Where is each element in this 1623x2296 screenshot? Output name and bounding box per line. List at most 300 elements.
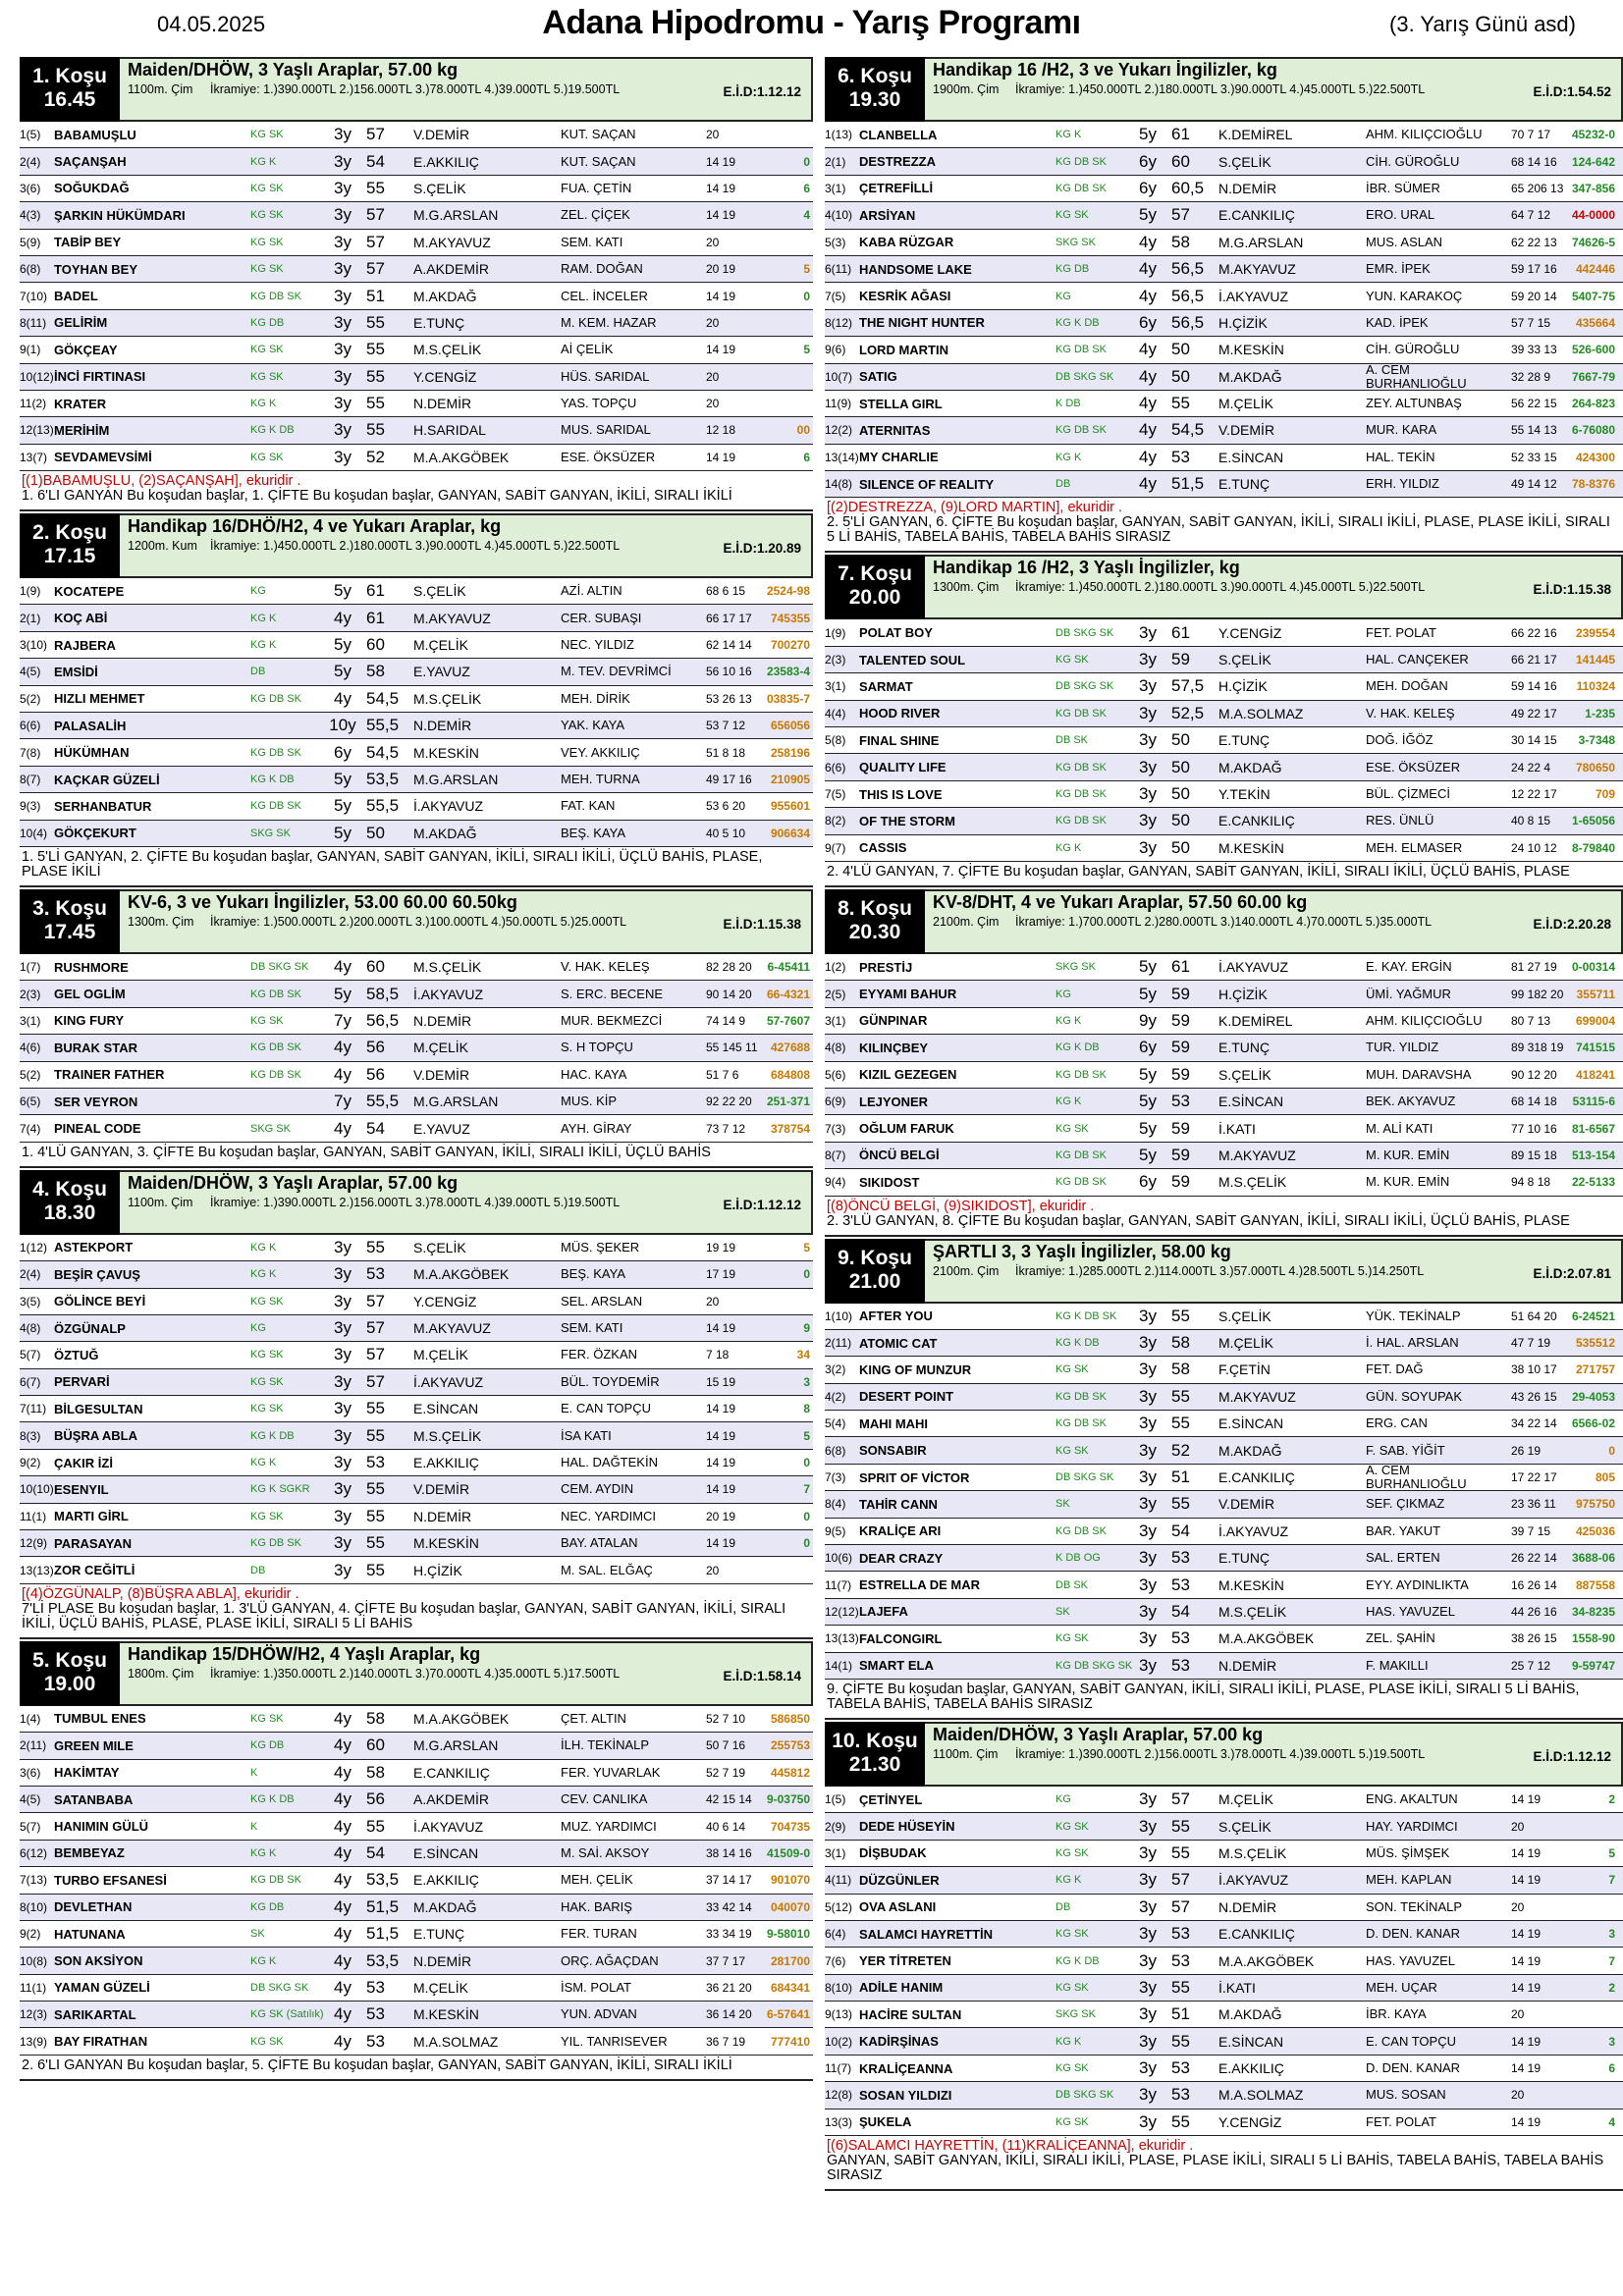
horse-row[interactable] xyxy=(825,1895,1623,1921)
horse-row[interactable] xyxy=(825,256,1623,283)
horse-name[interactable]: MY CHARLIE xyxy=(859,450,939,465)
horse-row[interactable] xyxy=(825,727,1623,754)
horse-row[interactable] xyxy=(20,1289,813,1315)
horse-row[interactable] xyxy=(20,1504,813,1530)
horse-name[interactable]: BABAMUŞLU xyxy=(54,127,136,142)
horse-row[interactable] xyxy=(20,445,813,471)
horse-row[interactable] xyxy=(20,1895,813,1921)
horse-name[interactable]: ESENYIL xyxy=(54,1481,109,1497)
owner-name: NEC. YILDIZ xyxy=(561,637,634,653)
horse-name[interactable]: SPRIT OF VİCTOR xyxy=(859,1469,970,1485)
jockey-name: E.CANKILIÇ xyxy=(1218,207,1295,224)
horse-row[interactable] xyxy=(825,1813,1623,1840)
horse-weight: 53 xyxy=(1171,1548,1190,1568)
horse-name[interactable]: HOOD RIVER xyxy=(859,706,941,721)
horse-weight: 55 xyxy=(366,1533,385,1553)
horse-age: 3y xyxy=(334,312,352,332)
horse-row[interactable] xyxy=(825,122,1623,148)
horse-name[interactable]: RUSHMORE xyxy=(54,959,129,975)
race-title: ŞARTLI 3, 3 Yaşlı İngilizler, 58.00 kg xyxy=(933,1241,1231,1261)
horse-name[interactable]: BEŞİR ÇAVUŞ xyxy=(54,1266,140,1282)
horse-name[interactable]: YAMAN GÜZELİ xyxy=(54,1980,150,1996)
horse-name[interactable]: KADİRŞİNAS xyxy=(859,2034,939,2050)
horse-row[interactable] xyxy=(20,1235,813,1261)
horse-weight: 59 xyxy=(1171,1145,1190,1164)
horse-name[interactable]: OF THE STORM xyxy=(859,813,955,828)
horse-row[interactable] xyxy=(825,176,1623,202)
horse-name[interactable]: PRESTİJ xyxy=(859,959,913,975)
horse-age: 6y xyxy=(334,742,352,762)
horse-number: 5(2) xyxy=(20,691,41,706)
horse-row[interactable] xyxy=(825,1841,1623,1867)
horse-name[interactable]: SOSAN YILDIZI xyxy=(859,2087,952,2103)
horse-name[interactable]: ARSİYAN xyxy=(859,207,916,223)
horse-name[interactable]: YER TİTRETEN xyxy=(859,1953,951,1968)
horse-row[interactable] xyxy=(825,471,1623,498)
horse-name[interactable]: EMSİDİ xyxy=(54,664,98,679)
horse-row[interactable] xyxy=(20,1706,813,1733)
horse-row[interactable] xyxy=(825,230,1623,256)
horse-age: 3y xyxy=(1139,1333,1157,1353)
horse-row[interactable] xyxy=(825,1491,1623,1518)
horse-name[interactable]: SILENCE OF REALITY xyxy=(859,476,995,492)
horse-name[interactable]: ADİLE HANIM xyxy=(859,1980,944,1996)
horse-name[interactable]: DEDE HÜSEYİN xyxy=(859,1819,955,1835)
owner-name: D. DEN. KANAR xyxy=(1366,2060,1461,2076)
horse-row[interactable] xyxy=(20,1948,813,1974)
horse-row[interactable] xyxy=(825,1437,1623,1464)
horse-row[interactable] xyxy=(825,619,1623,646)
race-notes xyxy=(825,862,1623,887)
horse-name[interactable]: TABİP BEY xyxy=(54,235,122,250)
horse-row[interactable] xyxy=(20,1008,813,1035)
horse-weight: 53 xyxy=(1171,1924,1190,1944)
horse-name[interactable]: PARASAYAN xyxy=(54,1535,132,1551)
horse-name[interactable]: GÜNPINAR xyxy=(859,1013,928,1029)
horse-row[interactable] xyxy=(825,1975,1623,2002)
horse-name[interactable]: HÜKÜMHAN xyxy=(54,745,130,761)
horse-weight: 55 xyxy=(366,178,385,197)
horse-name[interactable]: TRAINER FATHER xyxy=(54,1067,165,1083)
equipment: KG K xyxy=(1055,129,1082,141)
horse-name[interactable]: BÜŞRA ABLA xyxy=(54,1428,137,1444)
horse-row[interactable] xyxy=(20,1035,813,1061)
horse-row[interactable] xyxy=(825,391,1623,417)
horse-row[interactable] xyxy=(20,659,813,685)
horse-weight: 57 xyxy=(1171,205,1190,225)
jockey-name: M.G.ARSLAN xyxy=(1218,234,1304,250)
horse-row[interactable] xyxy=(20,981,813,1007)
horse-row[interactable] xyxy=(20,1787,813,1813)
horse-row[interactable] xyxy=(825,1089,1623,1115)
horse-row[interactable] xyxy=(20,1867,813,1894)
race-title: KV-8/DHT, 4 ve Yukarı Araplar, 57.50 60.00 kg xyxy=(933,891,1308,912)
horse-number: 7(5) xyxy=(825,289,846,303)
horse-name[interactable]: BURAK STAR xyxy=(54,1040,137,1055)
horse-row[interactable] xyxy=(825,1921,1623,1948)
horse-row[interactable] xyxy=(20,713,813,739)
jockey-name: S.ÇELİK xyxy=(1218,153,1271,170)
horse-row[interactable] xyxy=(825,701,1623,727)
horse-row[interactable] xyxy=(20,391,813,417)
recent-form: 281700 xyxy=(770,1953,810,1968)
horse-name[interactable]: SALAMCI HAYRETTİN xyxy=(859,1926,994,1942)
jockey-name: E.TUNÇ xyxy=(413,314,465,331)
horse-row[interactable] xyxy=(20,793,813,820)
horse-name[interactable]: MAHI MAHI xyxy=(859,1415,929,1431)
horse-row[interactable] xyxy=(20,417,813,444)
horse-name[interactable]: KOCATEPE xyxy=(54,583,125,599)
horse-row[interactable] xyxy=(825,673,1623,700)
horse-row[interactable] xyxy=(825,954,1623,981)
horse-number: 11(1) xyxy=(20,1980,47,1995)
horse-row[interactable] xyxy=(825,2002,1623,2028)
horse-row[interactable] xyxy=(20,1315,813,1342)
horse-row[interactable] xyxy=(825,1867,1623,1894)
horse-row[interactable] xyxy=(20,1062,813,1089)
horse-row[interactable] xyxy=(825,647,1623,673)
horse-row[interactable] xyxy=(20,1369,813,1396)
horse-name[interactable]: OVA ASLANI xyxy=(859,1899,937,1915)
horse-name[interactable]: DÜZGÜNLER xyxy=(859,1872,940,1888)
horse-name[interactable]: QUALITY LIFE xyxy=(859,760,947,775)
horse-row[interactable] xyxy=(825,1411,1623,1437)
horse-name[interactable]: KABA RÜZGAR xyxy=(859,235,954,250)
horse-name[interactable]: SARMAT xyxy=(859,678,913,694)
horse-row[interactable] xyxy=(20,1396,813,1422)
horse-row[interactable] xyxy=(20,1422,813,1449)
horse-row[interactable] xyxy=(20,283,813,309)
horse-row[interactable] xyxy=(20,739,813,766)
horse-name[interactable]: OĞLUM FARUK xyxy=(859,1121,954,1137)
horse-row[interactable] xyxy=(825,835,1623,862)
horse-row[interactable] xyxy=(20,1975,813,2002)
equipment: SKG SK xyxy=(250,827,291,839)
horse-name[interactable]: KRALİÇE ARI xyxy=(859,1523,942,1539)
horse-name[interactable]: DİŞBUDAK xyxy=(859,1845,927,1861)
horse-name[interactable]: EYYAMI BAHUR xyxy=(859,987,957,1002)
horse-row[interactable] xyxy=(20,310,813,337)
horse-row[interactable] xyxy=(20,337,813,363)
horse-row[interactable] xyxy=(825,808,1623,834)
horse-row[interactable] xyxy=(825,1787,1623,1813)
horse-row[interactable] xyxy=(20,1342,813,1368)
recent-form: 442446 xyxy=(1575,262,1615,277)
horse-number: 9(13) xyxy=(825,2007,853,2022)
handicap-points: 30 14 15 xyxy=(1511,733,1557,748)
horse-age: 7y xyxy=(334,1092,352,1111)
handicap-points: 52 7 10 xyxy=(706,1711,746,1726)
page-header xyxy=(0,0,1623,51)
horse-row[interactable] xyxy=(825,1519,1623,1545)
horse-row[interactable] xyxy=(20,1530,813,1557)
horse-name[interactable]: ATOMIC CAT xyxy=(859,1335,938,1351)
handicap-points: 14 19 xyxy=(1511,2114,1542,2129)
recent-form: 780650 xyxy=(1575,760,1615,774)
horse-name[interactable]: ESTRELLA DE MAR xyxy=(859,1577,981,1593)
equipment: KG K DB xyxy=(250,1793,295,1806)
horse-name[interactable]: ÇETİNYEL xyxy=(859,1791,923,1807)
horse-name[interactable]: LAJEFA xyxy=(859,1604,908,1620)
horse-row[interactable] xyxy=(20,954,813,981)
horse-name[interactable]: FINAL SHINE xyxy=(859,732,940,748)
horse-row[interactable] xyxy=(20,256,813,283)
horse-name[interactable]: PALASALİH xyxy=(54,718,127,733)
horse-row[interactable] xyxy=(20,767,813,793)
horse-row[interactable] xyxy=(825,1599,1623,1626)
horse-row[interactable] xyxy=(20,1760,813,1787)
horse-name[interactable]: GREEN MILE xyxy=(54,1737,134,1753)
horse-name[interactable]: BİLGESULTAN xyxy=(54,1401,143,1416)
horse-name[interactable]: TURBO EFSANESİ xyxy=(54,1872,167,1888)
horse-name[interactable]: AFTER YOU xyxy=(859,1308,933,1324)
horse-name[interactable]: HACİRE SULTAN xyxy=(859,2006,962,2022)
horse-row[interactable] xyxy=(825,1572,1623,1598)
horse-name[interactable]: DESERT POINT xyxy=(859,1389,954,1405)
horse-name[interactable]: SEVDAMEVSİMİ xyxy=(54,450,152,465)
horse-row[interactable] xyxy=(825,1330,1623,1357)
horse-row[interactable] xyxy=(825,1035,1623,1061)
horse-row[interactable] xyxy=(825,1008,1623,1035)
owner-name: ESE. ÖKSÜZER xyxy=(1366,759,1461,774)
horse-name[interactable]: GÖKÇEAY xyxy=(54,342,118,357)
horse-row[interactable] xyxy=(825,1626,1623,1652)
horse-name[interactable]: KOÇ ABİ xyxy=(54,611,108,626)
horse-name[interactable]: DEVLETHAN xyxy=(54,1899,133,1915)
horse-number: 10(2) xyxy=(825,2034,853,2049)
horse-row[interactable] xyxy=(825,2056,1623,2082)
horse-name[interactable]: PERVARİ xyxy=(54,1374,110,1390)
horse-row[interactable] xyxy=(825,1948,1623,1974)
horse-name[interactable]: BEMBEYAZ xyxy=(54,1845,125,1861)
horse-row[interactable] xyxy=(20,1813,813,1840)
horse-weight: 51 xyxy=(366,286,385,305)
horse-name[interactable]: MERİHİM xyxy=(54,422,110,438)
horse-number: 3(1) xyxy=(20,1013,41,1028)
horse-name[interactable]: TOYHAN BEY xyxy=(54,261,137,277)
horse-age: 4y xyxy=(1139,394,1157,413)
ekuri-note: [(4)ÖZGÜNALP, (8)BÜŞRA ABLA], ekuridir . xyxy=(22,1585,299,1602)
horse-row[interactable] xyxy=(825,445,1623,471)
horse-name[interactable]: KILINÇBEY xyxy=(859,1040,929,1055)
left-column xyxy=(20,55,813,2081)
horse-name[interactable]: TALENTED SOUL xyxy=(859,652,966,667)
horse-row[interactable] xyxy=(825,1304,1623,1330)
horse-name[interactable]: HATUNANA xyxy=(54,1926,126,1942)
horse-weight: 53 xyxy=(1171,1629,1190,1648)
jockey-name: M.KESKİN xyxy=(1218,839,1284,856)
horse-name[interactable]: TAHİR CANN xyxy=(859,1496,938,1512)
horse-name[interactable]: SATIG xyxy=(859,369,897,385)
horse-row[interactable] xyxy=(20,176,813,202)
horse-row[interactable] xyxy=(825,2109,1623,2136)
horse-row[interactable] xyxy=(825,1143,1623,1169)
horse-row[interactable] xyxy=(825,1169,1623,1196)
horse-name[interactable]: SARIKARTAL xyxy=(54,2006,136,2022)
horse-age: 6y xyxy=(1139,151,1157,171)
horse-name[interactable]: SATANBABA xyxy=(54,1791,134,1807)
horse-row[interactable] xyxy=(20,230,813,256)
horse-name[interactable]: ŞARKIN HÜKÜMDARI xyxy=(54,207,186,223)
horse-row[interactable] xyxy=(20,632,813,659)
horse-name[interactable]: KRATER xyxy=(54,396,107,411)
horse-name[interactable]: LORD MARTIN xyxy=(859,342,948,357)
owner-name: BÜL. TOYDEMİR xyxy=(561,1373,660,1389)
horse-name[interactable]: THIS IS LOVE xyxy=(859,786,943,802)
horse-name[interactable]: THE NIGHT HUNTER xyxy=(859,315,985,331)
horse-row[interactable] xyxy=(20,1089,813,1115)
horse-name[interactable]: HANDSOME LAKE xyxy=(859,261,972,277)
recent-form: 040070 xyxy=(770,1899,810,1914)
horse-row[interactable] xyxy=(825,1465,1623,1491)
handicap-points: 89 318 19 xyxy=(1511,1041,1564,1055)
horse-row[interactable] xyxy=(20,605,813,631)
horse-name[interactable]: RAJBERA xyxy=(54,637,116,653)
horse-name[interactable]: HAKİMTAY xyxy=(54,1765,120,1781)
horse-row[interactable] xyxy=(825,1653,1623,1680)
recent-form: 5 xyxy=(803,262,810,277)
recent-form: 805 xyxy=(1595,1470,1615,1485)
horse-row[interactable] xyxy=(825,417,1623,444)
horse-name[interactable]: SONSABIR xyxy=(859,1443,927,1459)
horse-name[interactable]: STELLA GIRL xyxy=(859,396,943,411)
horse-name[interactable]: SMART ELA xyxy=(859,1658,934,1674)
horse-row[interactable] xyxy=(20,578,813,605)
horse-name[interactable]: ŞUKELA xyxy=(859,2114,912,2130)
horse-name[interactable]: KRALİÇEANNA xyxy=(859,2060,953,2076)
horse-name[interactable]: LEJYONER xyxy=(859,1094,929,1109)
handicap-points: 12 18 xyxy=(706,423,736,438)
horse-row[interactable] xyxy=(825,2082,1623,2109)
horse-row[interactable] xyxy=(20,821,813,847)
horse-row[interactable] xyxy=(20,1557,813,1583)
horse-row[interactable] xyxy=(20,202,813,229)
horse-row[interactable] xyxy=(20,2028,813,2055)
race-time: 16.45 xyxy=(43,88,96,111)
horse-name[interactable]: SER VEYRON xyxy=(54,1094,138,1109)
horse-row[interactable] xyxy=(825,337,1623,363)
horse-name[interactable]: ÇETREFİLLİ xyxy=(859,181,934,196)
horse-name[interactable]: HANIMIN GÜLÜ xyxy=(54,1819,149,1835)
horse-name[interactable]: ÖNCÜ BELGİ xyxy=(859,1148,940,1163)
horse-row[interactable] xyxy=(20,1733,813,1759)
horse-name[interactable]: BAY FIRATHAN xyxy=(54,2034,148,2050)
horse-weight: 57 xyxy=(366,1291,385,1310)
horse-name[interactable]: KAÇKAR GÜZELİ xyxy=(54,772,160,787)
horse-name[interactable]: PINEAL CODE xyxy=(54,1121,141,1137)
horse-number: 1(5) xyxy=(20,128,41,142)
horse-name[interactable]: SAÇANŞAH xyxy=(54,154,127,170)
race-title: Maiden/DHÖW, 3 Yaşlı Araplar, 57.00 kg xyxy=(933,1724,1264,1744)
horse-name[interactable]: ASTEKPORT xyxy=(54,1240,134,1255)
horse-row[interactable] xyxy=(20,1476,813,1503)
horse-row[interactable] xyxy=(20,364,813,391)
horse-row[interactable] xyxy=(825,781,1623,808)
horse-row[interactable] xyxy=(825,310,1623,337)
horse-name[interactable]: SERHANBATUR xyxy=(54,798,152,814)
horse-number: 2(4) xyxy=(20,154,41,169)
horse-row[interactable] xyxy=(825,754,1623,780)
horse-row[interactable] xyxy=(20,1450,813,1476)
horse-name[interactable]: İNCİ FIRTINASI xyxy=(54,369,146,385)
owner-name: BÜL. ÇİZMECİ xyxy=(1366,786,1450,801)
horse-row[interactable] xyxy=(825,283,1623,309)
horse-name[interactable]: SOĞUKDAĞ xyxy=(54,181,130,196)
horse-row[interactable] xyxy=(825,981,1623,1007)
handicap-points: 17 19 xyxy=(706,1267,736,1282)
horse-row[interactable] xyxy=(20,2002,813,2028)
horse-name[interactable]: KING FURY xyxy=(54,1013,125,1029)
horse-name[interactable]: DEAR CRAZY xyxy=(859,1550,944,1566)
equipment: KG xyxy=(250,585,266,598)
horse-row[interactable] xyxy=(825,361,1623,391)
horse-age: 3y xyxy=(334,1264,352,1284)
horse-row[interactable] xyxy=(825,1062,1623,1089)
jockey-name: E.AKKILIÇ xyxy=(1218,2060,1284,2077)
horse-name[interactable]: ÖZTUĞ xyxy=(54,1347,99,1362)
horse-name[interactable]: MARTI GİRL xyxy=(54,1509,129,1524)
horse-weight: 56,5 xyxy=(1171,312,1205,332)
horse-row[interactable] xyxy=(825,1384,1623,1411)
horse-name[interactable]: ÇAKIR İZİ xyxy=(54,1455,113,1470)
horse-row[interactable] xyxy=(825,202,1623,229)
horse-name[interactable]: GÖLİNCE BEYİ xyxy=(54,1294,146,1309)
horse-name[interactable]: KIZIL GEZEGEN xyxy=(859,1067,957,1083)
horse-row[interactable] xyxy=(20,686,813,713)
horse-name[interactable]: FALCONGIRL xyxy=(859,1630,943,1646)
horse-name[interactable]: ATERNITAS xyxy=(859,422,931,438)
horse-row[interactable] xyxy=(20,122,813,148)
horse-name[interactable]: HIZLI MEHMET xyxy=(54,691,145,707)
horse-name[interactable]: KESRİK AĞASI xyxy=(859,289,951,304)
horse-name[interactable]: ÖZGÜNALP xyxy=(54,1320,126,1336)
horse-name[interactable]: SIKIDOST xyxy=(859,1174,920,1190)
horse-age: 4y xyxy=(334,1950,352,1970)
horse-name[interactable]: ZOR CEĞİTLİ xyxy=(54,1563,135,1578)
horse-name[interactable]: BADEL xyxy=(54,289,98,304)
horse-name[interactable]: TUMBUL ENES xyxy=(54,1711,146,1727)
race-info xyxy=(120,1170,813,1235)
horse-name[interactable]: CASSIS xyxy=(859,840,907,856)
horse-row[interactable] xyxy=(825,148,1623,175)
horse-weight: 55 xyxy=(1171,1386,1190,1406)
horse-row[interactable] xyxy=(20,1921,813,1948)
race-details xyxy=(933,915,1613,930)
horse-name[interactable]: GELİRİM xyxy=(54,315,108,331)
horse-row[interactable] xyxy=(20,1841,813,1867)
horse-row[interactable] xyxy=(825,2028,1623,2055)
horse-name[interactable]: DESTREZZA xyxy=(859,154,936,170)
horse-name[interactable]: KING OF MUNZUR xyxy=(859,1362,972,1377)
handicap-points: 24 10 12 xyxy=(1511,840,1557,855)
horse-row[interactable] xyxy=(825,1115,1623,1142)
horse-row[interactable] xyxy=(20,1115,813,1142)
horse-name[interactable]: CLANBELLA xyxy=(859,127,938,142)
horse-row[interactable] xyxy=(825,1357,1623,1383)
race-block xyxy=(20,1170,813,1639)
race-details xyxy=(933,580,1613,598)
owner-name: YÜK. TEKİNALP xyxy=(1366,1308,1461,1323)
horse-row[interactable] xyxy=(20,1261,813,1288)
horse-name[interactable]: POLAT BOY xyxy=(859,625,933,641)
horse-name[interactable]: SON AKSİYON xyxy=(54,1953,143,1968)
horse-weight: 59 xyxy=(1171,1064,1190,1084)
horse-row[interactable] xyxy=(825,1545,1623,1572)
horse-name[interactable]: GEL OGLİM xyxy=(54,987,126,1002)
horse-row[interactable] xyxy=(20,148,813,175)
horse-name[interactable]: GÖKÇEKURT xyxy=(54,826,136,841)
horse-weight: 52 xyxy=(366,447,385,466)
